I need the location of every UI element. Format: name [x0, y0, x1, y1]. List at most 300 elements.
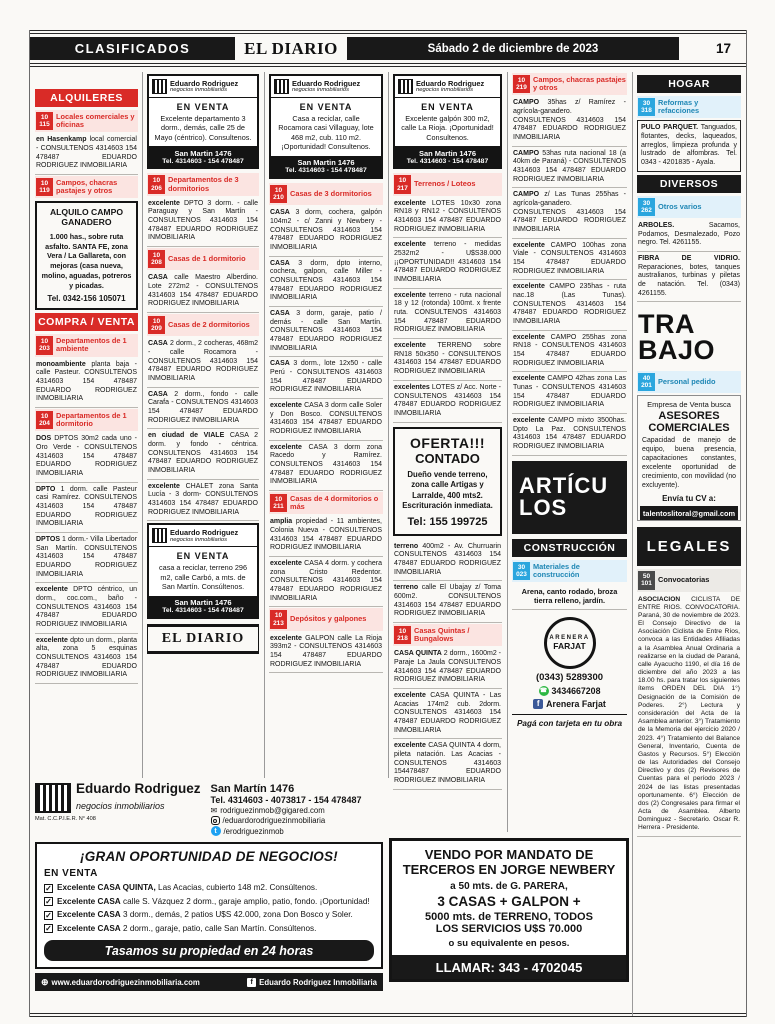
classified-listing: CASA QUINTA 2 dorm., 1600m2 - Paraje La Jaula CONSULTENOS 4314603 154 478487 EDUARDO RODRIGUEZ INMOBILIARIA: [393, 647, 502, 689]
offer-body: Dueño vende terreno, zona calle Artigas y Larralde, 400 mts2. Escrituración inmediata.: [402, 469, 493, 511]
boxed-ad-phone: Tel. 0342-156 105071: [47, 294, 126, 304]
category-label: Casas Quintas / Bungalows: [414, 625, 470, 644]
code-series: 10: [152, 252, 161, 260]
classified-listing: CASA 3 dorm, garaje, patio / demás - calle San Martín. CONSULTENOS 4314603 154 478487 EDUARDO RODRIGUEZ INMOBILIARIA: [269, 307, 383, 357]
job-ad: [637, 395, 741, 521]
category-label: Depósitos y galpones: [290, 614, 367, 624]
facebook-name: Arenera Farjat: [546, 698, 606, 709]
checklist-item: [44, 895, 374, 909]
ad-heading: EN VENTA: [176, 551, 230, 562]
classified-listing: excelente CAMPO 100has zona Viale - CONSULTENOS 4314603 154 478487 EDUARDO RODRIGUEZ INMOBILIARIA: [512, 239, 627, 281]
realtor-brand: [170, 529, 238, 543]
whatsapp-icon: ☎: [539, 686, 549, 696]
category-header: [512, 73, 627, 95]
category-header: [269, 492, 383, 514]
classified-listing: terreno 400m2 - Av. Churruarin CONSULTENOS 4314603 154 478487 EDUARDO RODRIGUEZ INMOBILIARIA: [393, 540, 502, 582]
listing-lead: en ciudad de VIALE: [148, 432, 225, 440]
arenera-whatsapp-row: [512, 686, 627, 696]
realtor-inline-ad: [147, 74, 259, 169]
column-divider: [507, 72, 508, 832]
listing-lead: CASA: [148, 340, 168, 348]
listing-lead: excelente: [36, 586, 68, 594]
checklist-text: Excelente CASA 3 dorm., demás, 2 patios U$S 42.000, zona Don Bosco y Soler.: [57, 910, 353, 919]
classified-listing: ARBOLES. Sacamos, Podamos, Desmalezado, Pozo negro. Tel. 4261155.: [637, 219, 741, 252]
heading-line: TRA: [638, 309, 695, 340]
code-number: 217: [397, 184, 408, 192]
checklist-text: Excelente CASA 2 dorm., garaje, patio, calle San Martín. Consúltenos.: [57, 923, 317, 933]
articulos-banner: [512, 461, 627, 534]
classifieds-column-1: [35, 72, 138, 776]
boxed-ad-body: 1.000 has., sobre ruta asfalto. SANTA FE, zona Vera / La Gallareta, con mejoras (casa nueva, molino, aguadas, potreros y picadas.: [41, 232, 132, 290]
ad-footer: [271, 156, 381, 177]
classifieds-column-5: [512, 72, 627, 820]
code-series: 10: [274, 496, 283, 504]
license-number: Mat. C.C.P.I.E.R. N° 408: [35, 816, 96, 823]
category-label: Terrenos / Loteos: [414, 179, 476, 189]
listing-lead: excelente: [148, 482, 180, 490]
category-code-badge: [148, 175, 165, 193]
issue-date: Sábado 2 de diciembre de 2023: [347, 37, 679, 60]
listing-lead: DPTOS: [36, 535, 60, 543]
section-header: HOGAR: [637, 75, 741, 93]
classifieds-column-3: [269, 72, 383, 776]
listing-lead: excelente: [513, 417, 545, 425]
listing-lead: excelente: [513, 333, 545, 341]
masthead: EL DIARIO: [235, 37, 347, 60]
category-code-badge: [36, 178, 53, 196]
realtor-logo-icon: [274, 79, 289, 94]
classifieds-column-2: [147, 72, 259, 776]
brand-subtitle: negocios inmobiliarios: [170, 87, 228, 94]
classified-listing: excelente DPTO céntrico, un dorm., coc.com., baño - CONSULTENOS 4314603 154 478487 EDUARDO RODRIGUEZ INMOBILIARIA: [35, 583, 138, 633]
code-number: 213: [273, 619, 284, 627]
classified-listing: excelente dpto un dorm., planta alta, zona 5 esquinas CONSULTENOS 4314603 154 478487 EDUARDO RODRIGUEZ INMOBILIARIA: [35, 634, 138, 684]
classified-listing: CASA 3 dorm, cochera, galpón 104m2 - c/ Zanni y Newbery - CONSULTENOS 4314603 154 478487 EDUARDO RODRIGUEZ INMOBILIARIA: [269, 206, 383, 256]
listing-lead: excelente: [394, 291, 426, 299]
column-divider: [264, 72, 265, 778]
email-icon: ✉: [210, 806, 218, 815]
category-code-badge: [513, 562, 530, 580]
category-label: Campos, chacras pastajes y otros: [533, 74, 626, 93]
category-header: [269, 608, 383, 630]
category-label: Departamentos de 1 ambiente: [56, 336, 127, 354]
brand-name: Eduardo Rodriguez: [292, 78, 361, 88]
category-header: [35, 334, 138, 356]
listing-lead: excelente: [394, 199, 426, 207]
job-ad-body: Capacidad de manejo de equipo, buena presencia, capacitaciones constantes, excelente oportunidad de crecimiento, con movilidad (no excluyente).: [642, 437, 736, 490]
realtor-display-ad: [35, 780, 383, 991]
code-number: 203: [39, 345, 50, 353]
column-divider: [388, 72, 389, 778]
category-label: Departamentos de 3 dormitorios: [168, 175, 239, 193]
arenera-logo-bottom: FARJAT: [553, 640, 586, 651]
code-series: 10: [398, 627, 407, 635]
ad-address: San Martin 1476: [418, 148, 477, 158]
category-code-badge: [638, 98, 655, 116]
classified-listing: excelente CASA 4 dorm. y cochera zona Cristo Redentor. CONSULTENOS 4314603 154 478487 EDUARDO RODRIGUEZ INMOBILIARIA: [269, 557, 383, 607]
listing-lead: terreno: [394, 584, 419, 592]
listing-lead: excelente: [270, 401, 302, 409]
checklist-item: [44, 922, 374, 936]
listing-lead: FIBRA DE VIDRIO.: [638, 254, 740, 262]
category-header: [147, 314, 259, 336]
code-number: 208: [151, 259, 162, 267]
page-header: [30, 37, 747, 60]
listing-lead: DOS: [36, 435, 52, 443]
brand-subtitle: negocios inmobiliarios: [76, 801, 165, 812]
ad-phone: Tel. 4314603 - 154 478487: [162, 157, 244, 165]
category-code-badge: [148, 316, 165, 334]
vendo-line-1: a 50 mts. de G. PARERA,: [450, 881, 568, 893]
brand-name: Eduardo Rodriguez: [76, 781, 201, 796]
classified-listing: CAMPO 35has z/ Ramírez - agrícola-ganadero. CONSULTENOS 4314603 154 478487 EDUARDO RODRIGUEZ INMOBILIARIA: [512, 96, 627, 146]
classified-listing: CAMPO 53has ruta nacional 18 (a 40km de Paraná) - CONSULTENOS 4314603 154 478487 EDUARDO RODRIGUEZ INMOBILIARIA: [512, 147, 627, 189]
ad-footer: [149, 596, 257, 617]
offer-title: OFERTA!!!: [410, 434, 485, 451]
whatsapp-number: 3434667208: [551, 685, 601, 696]
checklist-text: Excelente CASA calle S. Vázquez 2 dorm., garaje amplio, patio, fondo. ¡Oportunidad!: [57, 896, 370, 906]
brand-name: Eduardo Rodriguez: [170, 528, 239, 538]
arenera-logo: [544, 617, 596, 669]
category-label: Departamentos de 1 dormitorio: [56, 410, 127, 429]
right-page-rule: [746, 30, 747, 1017]
boxed-ad-title: ALQUILO CAMPO: [49, 207, 124, 218]
category-header: [147, 248, 259, 270]
listing-lead: CASA: [270, 360, 290, 368]
tagline-banner: Tasamos su propiedad en 24 horas: [44, 940, 374, 961]
listing-lead: CASA: [148, 274, 168, 282]
arenera-logo-top: ARENERA: [549, 634, 590, 641]
job-ad-email: talentoslitoral@gmail.com: [640, 506, 738, 520]
classified-listing: excelente CAMPO mixto 3500has. Dpto La Paz. CONSULTENOS 4314603 154 478487 EDUARDO RODRIGUEZ INMOBILIARIA: [512, 414, 627, 456]
classified-listing: excelente CAMPO 255has zona RN18 - CONSULTENOS 4314603 154 478487 EDUARDO RODRIGUEZ INMOBILIARIA: [512, 331, 627, 373]
code-series: 10: [517, 77, 526, 84]
category-label: Casas de 2 dormitorios: [168, 320, 250, 330]
listing-lead: excelentes: [394, 383, 430, 391]
classified-listing: DPTOS 1 dorm.- Villa Libertador San Martín. CONSULTENOS 4314603 154 478487 EDUARDO RODRIGUEZ INMOBILIARIA: [35, 533, 138, 583]
classified-listing: FIBRA DE VIDRIO. Reparaciones, botes, tanques australianos, turbinas y piletas de natación. Tel. (0343) 4261155.: [637, 252, 741, 302]
ad-body-text: Excelente galpón 300 m2, calle La Rioja. ¡Oportunidad! Consultenos.: [401, 114, 494, 142]
realtor-inline-header: [271, 76, 381, 98]
section-header: ALQUILERES: [35, 89, 138, 107]
ad-headline: ¡GRAN OPORTUNIDAD DE NEGOCIOS!: [80, 849, 338, 864]
listing-lead: excelente: [148, 199, 180, 207]
category-header: [637, 196, 741, 218]
category-header: [393, 624, 502, 646]
realtor-brand: [76, 782, 201, 814]
code-number: 318: [641, 107, 652, 115]
classified-listing: CASA 3 dorm, dpto interno, cochera, galpon, calle Miller - CONSULTENOS 4314603 154 478487 EDUARDO RODRIGUEZ INMOBILIARIA: [269, 257, 383, 307]
checkbox-icon: ✓: [45, 910, 52, 920]
classified-listing: CASA 3 dorm., lote 12x50 - calle Perú - CONSULTENOS 4314603 154 478487 EDUARDO RODRIGUEZ INMOBILIARIA: [269, 357, 383, 399]
realtor-inline-ad: [269, 74, 383, 179]
realtor-brand: [170, 80, 238, 94]
realtor-logo-icon: [152, 79, 167, 94]
category-code-badge: [36, 411, 53, 429]
classified-listing: excelente TERRENO sobre RN18 50x350 - CONSULTENOS 4314603 154 478487 EDUARDO RODRIGUEZ INMOBILIARIA: [393, 339, 502, 381]
category-header: [637, 371, 741, 393]
listing-lead: monoambiente: [36, 360, 86, 368]
venta-checklist: [44, 881, 374, 935]
listing-lead: excelente: [394, 342, 426, 350]
job-ad-title: ASESORES COMERCIALES: [648, 410, 730, 434]
ad-body-text: Excelente departamento 3 dorm., demás, calle 25 de Mayo (céntrico). Consultenos.: [154, 114, 252, 142]
vendo-mandato-ad: [389, 838, 629, 982]
code-series: 30: [517, 563, 526, 571]
category-header: [637, 96, 741, 118]
classified-listing: excelentes LOTES z/ Acc. Norte - CONSULTENOS 4314603 154 478487 EDUARDO RODRIGUEZ INMOBILIARIA: [393, 381, 502, 423]
boxed-ad-title: GANADERO: [61, 217, 112, 228]
category-label: Materiales de construcción: [533, 561, 580, 579]
ad-footer: [395, 146, 500, 167]
listing-lead: excelente: [270, 634, 302, 642]
classified-listing: CASA 2 dorm., 2 cocheras, 468m2 - calle Rocamora - CONSULTENOS 4314603 154 478487 EDUARDO RODRIGUEZ INMOBILIARIA: [147, 337, 259, 387]
classified-listing: excelente DPTO 3 dorm. - calle Paraguay y San Martín - CONSULTENOS 4314603 154 478487 EDUARDO RODRIGUEZ INMOBILIARIA: [147, 197, 259, 247]
category-label: Campos, chacras pastajes y otros: [56, 177, 118, 196]
classified-listing: excelente CASA 3 dorm zona Racedo y Ramírez. CONSULTENOS 4314603 154 478487 EDUARDO RODRIGUEZ INMOBILIARIA: [269, 441, 383, 491]
ad-address: San Martin 1476: [297, 158, 355, 168]
realtor-inline-header: [149, 525, 257, 547]
twitter-icon: t: [211, 826, 221, 836]
classified-listing: excelente terreno - medidas 2532m2 - U$S38.000 ¡¡OPORTUNIDAD!! 4314603 154 478487 EDUARDO RODRIGUEZ INMOBILIARIA: [393, 238, 502, 288]
vendo-line-5: o su equivalente en pesos.: [448, 938, 570, 950]
realtor-contact: [211, 782, 362, 836]
realtor-brand: [292, 80, 360, 94]
listing-lead: excelente: [394, 691, 426, 699]
category-code-badge: [270, 610, 287, 628]
code-series: 10: [40, 114, 49, 121]
arenera-ad: [512, 610, 627, 732]
header-bottom-rule: [30, 63, 747, 67]
listing-lead: excelente: [270, 443, 302, 451]
listing-lead: CAMPO: [513, 191, 540, 199]
section-header: CONSTRUCCIÓN: [512, 539, 627, 557]
left-page-rule: [29, 30, 30, 1017]
category-label: Personal pedido: [658, 377, 716, 387]
checklist-lead: Excelente CASA: [57, 923, 121, 933]
listing-lead: DPTO: [36, 485, 56, 493]
category-code-badge: [270, 185, 287, 203]
ad-phone: Tel. 4314603 - 154 478487: [162, 607, 244, 615]
category-code-badge: [36, 336, 53, 354]
classified-listing: DOS DPTOS 30m2 cada uno - Oro Verde - CONSULTENOS 4314603 154 478487 EDUARDO RODRIGUEZ INMOBILIARIA: [35, 432, 138, 482]
checklist-text: Excelente CASA QUINTA, Las Acacias, cubierto 148 m2. Consúltenos.: [57, 883, 318, 892]
classified-listing: amplia propiedad - 11 ambientes, Colonia Nueva - CONSULTENOS 4314603 154 478487 EDUARDO RODRIGUEZ INMOBILIARIA: [269, 515, 383, 557]
page-number: 17: [715, 41, 731, 56]
code-series: 10: [274, 612, 283, 620]
realtor-logo-icon: [152, 528, 167, 543]
job-ad-intro: Empresa de Venta busca: [647, 400, 731, 410]
code-number: 218: [397, 635, 408, 643]
code-series: 10: [152, 177, 161, 185]
category-header: [35, 176, 138, 198]
classified-listing: excelente terreno - ruta nacional 18 y 12 (rotonda) 100mt. x frente ruta. CONSULTENOS 4314603 154 478487 EDUARDO RODRIGUEZ INMOBILIARIA: [393, 289, 502, 339]
checklist-item: [44, 908, 374, 922]
offer-phone: Tel: 155 199725: [407, 515, 488, 528]
code-number: 204: [39, 420, 50, 428]
code-series: 10: [40, 338, 49, 346]
listing-lead: CAMPO: [513, 99, 540, 107]
category-code-badge: [638, 571, 655, 589]
code-number: 101: [641, 580, 652, 588]
category-code-badge: [638, 373, 655, 391]
realtor-inline-ad: [393, 74, 502, 169]
code-series: 40: [642, 375, 651, 383]
en-venta-label: EN VENTA: [44, 868, 98, 879]
listing-lead: CASA: [270, 309, 290, 317]
realtor-address: San Martín 1476: [210, 783, 295, 795]
section-header: COMPRA / VENTA: [35, 313, 138, 331]
realtor-logo-icon: [398, 79, 413, 94]
classified-listing: ASOCIACION CICLISTA DE ENTRE RIOS. CONVOCATORIA. Paraná, 30 de noviembre de 2023. El Consejo Directivo de la Asociación Ciclista de Entre Ríos, convoca a las Entidades Afiliadas a la Asamblea Anual Ordinaria a realizarse en la ciudad de Paraná, calle Ayacucho 1190, el día 16 de diciembre del año 2023 a las 18.00 hs. para tratar los siguientes ítems ORDEN DEL DIA 1°) Designación de la Comisión de Poderes. 2°) Lectura y consideración del Acta de la Asamblea anterior. 3°) Tratamiento de la Memoria del ejercicio 2020 / 2023. 4°) Tratamiento del Balance General, Inventario, Cuenta de Gastos y Recursos. 5°) Elección de las Autoridades del Consejo Directivo y dos (2) Revisores de Cuentas para el período 2023 / 2024 de las listas presentadas oportunamente. 6°) Elección de dos (2) Congresales para firmar el Acta de Asamblea. Alberto Dominguez - Secretario. Oscar R. Herrera - Presidente.: [637, 593, 741, 837]
code-series: 10: [40, 412, 49, 420]
checkbox-icon: ✓: [45, 883, 52, 893]
code-number: 219: [516, 84, 527, 92]
code-series: 30: [642, 199, 651, 207]
realtor-phones: Tel. 4314603 - 4073817 - 154 478487: [210, 795, 362, 805]
column-divider: [142, 72, 143, 778]
section-header: DIVERSOS: [637, 175, 741, 193]
category-code-badge: [270, 494, 287, 512]
brand-subtitle: negocios inmobiliarios: [292, 87, 350, 94]
code-series: 50: [642, 573, 651, 581]
facebook-icon: f: [533, 699, 543, 709]
checklist-item: [44, 881, 374, 895]
listing-lead: excelente: [513, 241, 545, 249]
category-label: Reformas y refacciones: [658, 97, 700, 116]
checklist-lead: Excelente CASA: [57, 896, 121, 906]
classified-listing: excelente GALPON calle La Rioja 393m2 - CONSULTENOS 4314603 154 478487 EDUARDO RODRIGUEZ INMOBILIARIA: [269, 632, 383, 674]
listing-lead: excelente: [394, 742, 426, 750]
realtor-ad-header: [35, 780, 383, 839]
trabajo-heading: [637, 302, 741, 370]
category-label: Casas de 4 dormitorios o más: [290, 493, 379, 512]
section-kicker: CLASIFICADOS: [30, 37, 235, 60]
category-header: [35, 409, 138, 431]
classified-listing: excelente CASA QUINTA 4 dorm, pileta natación. Las Acacias - CONSULTENOS 4314603 154478487 EDUARDO RODRIGUEZ INMOBILIARIA: [393, 739, 502, 789]
boxed-classified-ad: [35, 201, 138, 310]
category-header: [637, 569, 741, 591]
offer-subtitle: CONTADO: [415, 450, 480, 466]
classified-listing: excelente CASA QUINTA - Las Acacias 174m2 cub. 2dorm. CONSULTENOS 4314603 154 478487 EDUARDO RODRIGUEZ INMOBILIARIA: [393, 689, 502, 739]
listing-lead: CASA QUINTA: [394, 650, 442, 658]
realtor-ad-footer: [35, 973, 383, 991]
vendo-line-3: 5000 mts. de TERRENO, TODOS: [425, 911, 593, 924]
brand-subtitle: negocios inmobiliarios: [416, 87, 474, 94]
vendo-title-line1: VENDO POR MANDATO DE: [424, 847, 594, 862]
category-header: [512, 560, 627, 582]
offer-box: [393, 427, 502, 536]
listing-lead: excelente: [513, 375, 545, 383]
vendo-line-2: 3 CASAS + GALPON +: [437, 894, 581, 910]
listing-lead: excelente: [270, 560, 302, 567]
listing-lead: en Hasenkamp: [36, 136, 87, 144]
code-number: 210: [273, 194, 284, 202]
banner-line: LOS: [519, 495, 568, 521]
ad-address: San Martin 1476: [174, 148, 232, 158]
facebook-icon: f: [247, 978, 256, 987]
code-number: 201: [641, 382, 652, 390]
el-diario-logo: EL DIARIO: [147, 624, 259, 654]
classified-listing: CASA calle Maestro Alberdino. Lote 272m2 - CONSULTENOS 4314603 154 478487 EDUARDO RODRIGUEZ INMOBILIARIA: [147, 271, 259, 313]
ad-body-text: casa a reciclar, terreno 296 m2, calle Carbó, a mts. de San Martín. Consúltenos.: [158, 563, 247, 592]
classified-listing: excelente CAMPO 42has zona Las Tunas - CONSULTENOS 4314603 154 478487 EDUARDO RODRIGUEZ INMOBILIARIA: [512, 372, 627, 414]
classified-listing: en ciudad de VIALE CASA 2 dorm. y fondo - céntrica. CONSULTENOS 4314603 154 478487 EDUARDO RODRIGUEZ INMOBILIARIA: [147, 429, 259, 479]
listing-lead: excelente: [513, 283, 545, 291]
classified-listing: terreno calle El Ubajay z/ Toma 600m2. CONSULTENOS 4314603 154 478487 EDUARDO RODRIGUEZ INMOBILIARIA: [393, 581, 502, 623]
code-series: 30: [642, 100, 651, 107]
listing-lead: ASOCIACION: [638, 595, 681, 603]
code-number: 115: [39, 121, 50, 129]
opportunity-box: [35, 842, 383, 969]
classifieds-column-6: [637, 72, 741, 1014]
category-label: Casas de 3 dormitorios: [290, 188, 372, 198]
listing-lead: CAMPO: [513, 149, 540, 157]
category-header: [147, 173, 259, 195]
arenera-phone: (0343) 5289300: [535, 671, 604, 683]
vendo-title-line2: TERCEROS EN JORGE NEWBERY: [402, 861, 616, 877]
ad-heading: EN VENTA: [421, 102, 474, 112]
listing-lead: excelente: [394, 241, 426, 249]
job-ad-cv-label: Envía tu CV a:: [662, 494, 716, 504]
brand-name: Eduardo Rodriguez: [170, 78, 239, 88]
ad-address: San Martin 1476: [174, 598, 232, 608]
website-url: www.eduardorodriguezinmobiliaria.com: [51, 978, 200, 987]
ad-heading: EN VENTA: [176, 102, 230, 112]
classified-listing: excelente CAMPO 235has - ruta nac.18 (Las Tunas). CONSULTENOS 4314603 154 478487 EDUARDO RODRIGUEZ INMOBILIARIA: [512, 280, 627, 330]
code-series: 10: [152, 318, 161, 326]
twitter-handle: /erodriguezinmob: [223, 826, 284, 836]
arenera-facebook-row: [512, 699, 627, 709]
category-header: [393, 173, 502, 195]
column-divider: [632, 72, 633, 1016]
realtor-inline-ad: [147, 523, 259, 618]
instagram-icon: [211, 816, 220, 825]
brand-subtitle: negocios inmobiliarios: [170, 536, 228, 543]
classified-listing: CAMPO z/ Las Tunas 255has - agrícola-ganadero. CONSULTENOS 4314603 154 478487 EDUARDO RODRIGUEZ INMOBILIARIA: [512, 188, 627, 238]
classified-listing: DPTO 1 dorm. calle Pasteur casi Ramírez. CONSULTENOS 4314603 154 478487 EDUARDO RODRIGUEZ INMOBILIARIA: [35, 483, 138, 533]
top-page-rule: [30, 30, 747, 34]
ad-phone: Tel. 4314603 - 154 478487: [406, 157, 489, 165]
realtor-inline-header: [395, 76, 500, 98]
facebook-page: Eduardo Rodriguez Inmobiliaria: [259, 978, 377, 987]
category-header: [35, 110, 138, 132]
arenera-slogan: Pagá con tarjeta en tu obra: [512, 714, 627, 728]
classified-listing: PULO PARQUET. Tanguados, flotantes, decks, laqueados, arreglos, limpieza profunda y lustrado de alfombras. Tel. 0343 - 4201835 - Ayala.: [637, 120, 741, 171]
classified-listing: excelente CHALET zona Santa Lucía - 3 dorm- CONSULTENOS 4314603 154 478487 EDUARDO RODRIGUEZ INMOBILIARIA: [147, 480, 259, 522]
text-line: Arena, canto rodado, broza tierra relleno, jardín.: [512, 583, 627, 610]
code-number: 262: [641, 206, 652, 214]
ad-phone: Tel. 4314603 - 154 478487: [285, 167, 367, 175]
checkbox-icon: ✓: [45, 897, 52, 906]
vendo-phone: LLAMAR: 343 - 4702045: [392, 955, 626, 979]
category-code-badge: [394, 175, 411, 193]
category-code-badge: [394, 626, 411, 644]
category-code-badge: [638, 198, 655, 216]
code-number: 023: [516, 570, 527, 578]
category-code-badge: [36, 112, 53, 130]
classified-listing: CASA 2 dorm., fondo - calle Carafa - CONSULTENOS 4314603 154 478487 EDUARDO RODRIGUEZ INMOBILIARIA: [147, 388, 259, 430]
email-address: rodriguezinmob@gigared.com: [220, 806, 325, 815]
globe-icon: ⊕: [41, 977, 49, 987]
realtor-logo-block: [35, 782, 201, 822]
vendo-line-4: LOS SERVICIOS U$S 70.000: [435, 923, 583, 936]
banner-line: ARTÍCU: [519, 472, 609, 498]
category-code-badge: [148, 250, 165, 268]
classified-listing: monoambiente planta baja - calle Pasteur. CONSULTENOS 4314603 154 478487 EDUARDO RODRIGUEZ INMOBILIARIA: [35, 358, 138, 408]
heading-line: BAJO: [638, 335, 716, 366]
code-series: 10: [398, 177, 407, 185]
